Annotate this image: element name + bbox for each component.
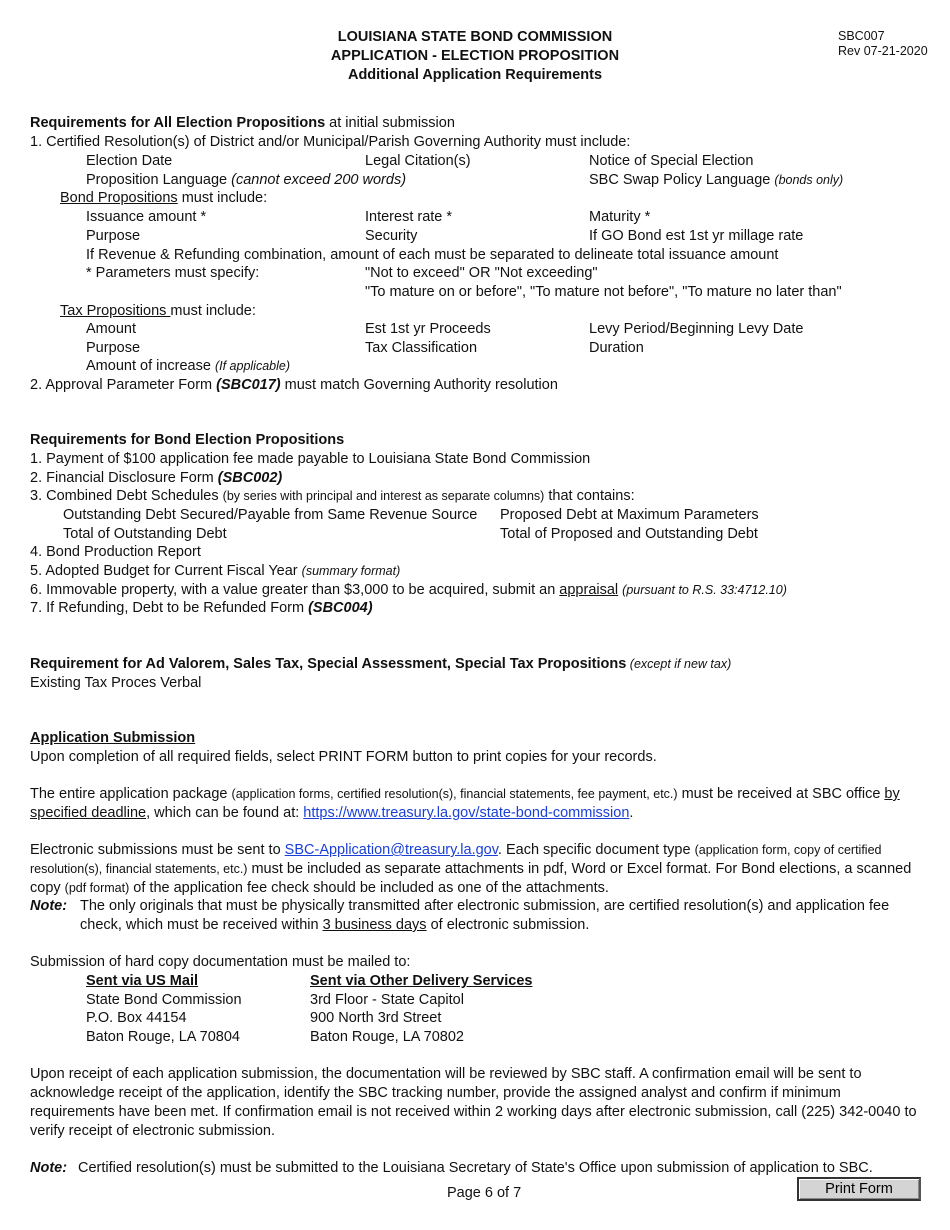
bond-row2-col2: Security xyxy=(365,228,418,244)
note-1-a: The only originals that must be physically transmitted after electronic submission, are certified resolution(s) and application fee check, which must be received within xyxy=(80,898,890,933)
p3-note-c: (application form, copy of certified resolution(s), financial statements, etc.) xyxy=(30,843,882,876)
p3-text-f: of the application fee check should be included as one of the attachments. xyxy=(129,880,609,896)
mail-intro: Submission of hard copy documentation must be mailed to: xyxy=(30,954,411,970)
swap-policy-note: (bonds only) xyxy=(774,173,844,187)
section-tax-heading xyxy=(30,655,731,673)
bond-item-2-text: 2. Financial Disclosure Form xyxy=(30,470,218,486)
amount-of-increase: Amount of increase xyxy=(86,358,215,374)
mail-other-line-3: Baton Rouge, LA 70802 xyxy=(310,1029,464,1045)
bond-item-5-text: 5. Adopted Budget for Current Fiscal Year xyxy=(30,563,302,579)
bond-propositions-label xyxy=(60,189,267,207)
tax-row2-col3: Duration xyxy=(589,340,644,356)
bond-item-3-text: 3. Combined Debt Schedules xyxy=(30,488,223,504)
submission-heading: Application Submission xyxy=(30,730,196,746)
all-item-1: 1. Certified Resolution(s) of District and/or Municipal/Parish Governing Authority must include: xyxy=(30,134,631,150)
note-1-label: Note: xyxy=(30,898,68,914)
submission-p3 xyxy=(30,841,922,898)
bond-item-7-form: (SBC004) xyxy=(308,600,373,616)
all-item-2-form: (SBC017) xyxy=(216,377,281,393)
debt-row1-col1: Outstanding Debt Secured/Payable from Same Revenue Source xyxy=(63,507,478,523)
section-all-heading-rest: at initial submission xyxy=(325,115,455,131)
p3-text-b: . Each specific document type xyxy=(497,842,695,858)
treasury-website-link[interactable]: https://www.treasury.la.gov/state-bond-commission xyxy=(303,805,630,821)
bond-item-6-appraisal: appraisal xyxy=(559,582,619,598)
tax-row1-col1: Amount xyxy=(86,321,136,337)
all-row1-col1: Election Date xyxy=(86,153,173,169)
bond-row1-col3: Maturity * xyxy=(589,209,651,225)
bond-propositions-title: Bond Propositions xyxy=(60,190,178,206)
all-row1-col2: Legal Citation(s) xyxy=(365,153,471,169)
mail-head-us: Sent via US Mail xyxy=(86,973,199,989)
debt-row2-col2: Total of Proposed and Outstanding Debt xyxy=(500,526,758,542)
p2-note: (application forms, certified resolution(s), financial statements, fee payment, etc.) xyxy=(231,787,678,801)
tax-row2-col2: Tax Classification xyxy=(365,340,478,356)
sbc-application-email-link[interactable]: SBC-Application@treasury.la.gov xyxy=(284,842,498,858)
debt-row1-col2: Proposed Debt at Maximum Parameters xyxy=(500,507,759,523)
proposition-language-note: (cannot exceed 200 words) xyxy=(231,172,407,188)
debt-row2-col1: Total of Outstanding Debt xyxy=(63,526,227,542)
mail-other-line-2: 900 North 3rd Street xyxy=(310,1010,442,1026)
all-row2-col3 xyxy=(589,171,843,189)
all-item-2 xyxy=(30,376,558,394)
bond-row1-col2: Interest rate * xyxy=(365,209,453,225)
all-row1-col3: Notice of Special Election xyxy=(589,153,754,169)
form-revision: Rev 07-21-2020 xyxy=(838,44,928,58)
proposition-language: Proposition Language xyxy=(86,172,232,188)
bond-item-1: 1. Payment of $100 application fee made payable to Louisiana State Bond Commission xyxy=(30,451,591,467)
tax-row3 xyxy=(86,357,290,375)
bond-item-3 xyxy=(30,487,635,505)
mail-us-line-3: Baton Rouge, LA 70804 xyxy=(86,1029,240,1045)
bond-item-2 xyxy=(30,469,282,487)
all-item-2-text: 2. Approval Parameter Form xyxy=(30,377,217,393)
p3-text-a: Electronic submissions must be sent to xyxy=(30,842,285,858)
p2-text-c: must be received at SBC office xyxy=(677,786,885,802)
p3-text-d: must be included as separate attachments in pdf, Word or Excel format. For Bond elections, a scanned copy xyxy=(30,861,912,896)
section-bond-heading: Requirements for Bond Election Propositions xyxy=(30,432,345,448)
mail-us-line-1: State Bond Commission xyxy=(86,992,242,1008)
note-1-text xyxy=(80,897,922,935)
bond-note: If Revenue & Refunding combination, amount of each must be separated to delineate total issuance amount xyxy=(86,247,779,263)
bond-row2-col3: If GO Bond est 1st yr millage rate xyxy=(589,228,804,244)
header-title-1: LOUISIANA STATE BOND COMMISSION xyxy=(337,29,613,45)
p3-note-e: (pdf format) xyxy=(64,881,130,895)
parameter-1: "Not to exceed" OR "Not exceeding" xyxy=(365,265,598,281)
print-form-button[interactable]: Print Form xyxy=(797,1177,921,1201)
parameter-2: "To mature on or before", "To mature not before", "To mature no later than" xyxy=(365,284,842,300)
page-number: Page 6 of 7 xyxy=(447,1185,522,1201)
p2-text-a: The entire application package xyxy=(30,786,232,802)
bond-item-5 xyxy=(30,562,400,580)
bond-item-3-note: (by series with principal and interest as separate columns) xyxy=(222,489,545,503)
p2-text-f: . xyxy=(629,805,634,821)
section-tax-heading-bold: Requirement for Ad Valorem, Sales Tax, Special Assessment, Special Tax Propositions xyxy=(30,656,627,672)
bond-item-3-rest: that contains: xyxy=(544,488,635,504)
all-row2-col1 xyxy=(86,171,406,189)
tax-row1-col2: Est 1st yr Proceeds xyxy=(365,321,491,337)
bond-item-7-text: 7. If Refunding, Debt to be Refunded Form xyxy=(30,600,309,616)
bond-row2-col1: Purpose xyxy=(86,228,141,244)
mail-other-line-1: 3rd Floor - State Capitol xyxy=(310,992,464,1008)
bond-row1-col1: Issuance amount * xyxy=(86,209,207,225)
form-code: SBC007 xyxy=(838,29,885,43)
note-1-days: 3 business days xyxy=(322,917,427,933)
submission-p4: Upon receipt of each application submission, the documentation will be reviewed by SBC staff. A confirmation email will be sent to acknowledge receipt of the application, identify the SBC tracking number, provide the assigned analyst and confirm if minimum requirements have been met. If confirmation email is not received within 2 working days after electronic submission, call (225) 342-0040 to verify receipt of electronic submission. xyxy=(30,1066,917,1139)
tax-propositions-title: Tax Propositions xyxy=(60,303,171,319)
bond-item-7 xyxy=(30,599,373,617)
mail-head-other: Sent via Other Delivery Services xyxy=(310,973,533,989)
note-2-text: Certified resolution(s) must be submitted to the Louisiana Secretary of State's Office upon submission of application to SBC. xyxy=(78,1160,873,1176)
p2-deadline: by specified deadline xyxy=(30,786,900,821)
header-title-2: APPLICATION - ELECTION PROPOSITION xyxy=(330,48,620,64)
swap-policy: SBC Swap Policy Language xyxy=(589,172,775,188)
note-2-label: Note: xyxy=(30,1160,68,1176)
tax-row2-col1: Purpose xyxy=(86,340,141,356)
tax-row1-col3: Levy Period/Beginning Levy Date xyxy=(589,321,804,337)
bond-item-5-note: (summary format) xyxy=(301,564,401,578)
bond-item-6-note: (pursuant to R.S. 33:4712.10) xyxy=(622,583,787,597)
amount-of-increase-note: (If applicable) xyxy=(214,359,291,373)
submission-p2 xyxy=(30,785,922,823)
note-1-c: of electronic submission. xyxy=(426,917,590,933)
bond-item-2-form: (SBC002) xyxy=(217,470,283,486)
tax-propositions-rest: must include: xyxy=(170,303,256,319)
tax-propositions-label xyxy=(60,302,256,320)
submission-p1: Upon completion of all required fields, select PRINT FORM button to print copies for your records. xyxy=(30,749,657,765)
bond-item-4: 4. Bond Production Report xyxy=(30,544,201,560)
section-tax-heading-note: (except if new tax) xyxy=(626,657,732,671)
section-all-heading-bold: Requirements for All Election Propositions xyxy=(30,115,326,131)
all-item-2-rest: must match Governing Authority resolution xyxy=(280,377,558,393)
mail-us-line-2: P.O. Box 44154 xyxy=(86,1010,187,1026)
header-title-3: Additional Application Requirements xyxy=(347,67,603,83)
parameters-label: * Parameters must specify: xyxy=(86,265,260,281)
bond-item-6 xyxy=(30,581,787,599)
bond-item-6-text: 6. Immovable property, with a value greater than $3,000 to be acquired, submit an xyxy=(30,582,560,598)
section-tax-line: Existing Tax Proces Verbal xyxy=(30,675,202,691)
section-all-heading xyxy=(30,114,455,132)
p2-text-e: , which can be found at: xyxy=(146,805,304,821)
bond-propositions-rest: must include: xyxy=(177,190,268,206)
